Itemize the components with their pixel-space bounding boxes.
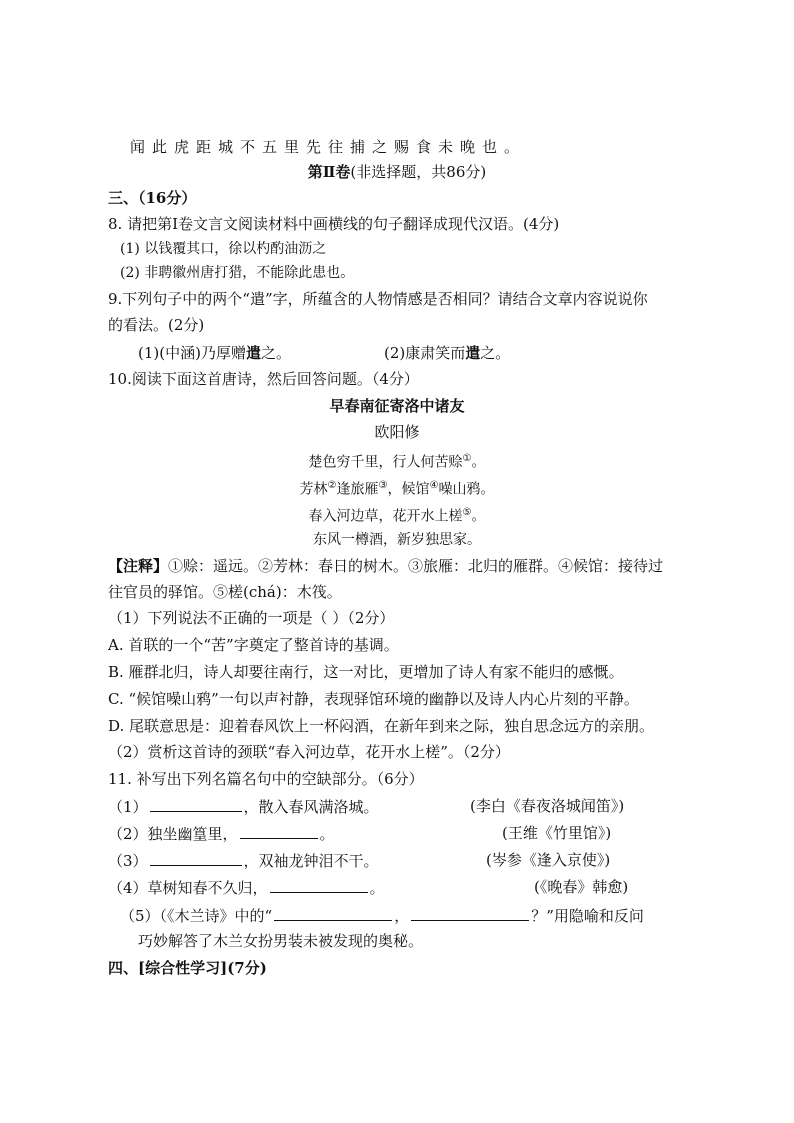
question-11: 11. 补写出下列名篇名句中的空缺部分。（6分） xyxy=(108,770,424,788)
fill-blank[interactable] xyxy=(240,822,318,839)
fill-text: ？”用隐喻和反问 xyxy=(531,907,644,925)
footnote-marker: ② xyxy=(327,480,337,491)
fill-blank[interactable] xyxy=(150,795,242,812)
section-3-heading: 三、（16分） xyxy=(108,189,197,207)
fill-item-4-source: (《晚春》韩愈) xyxy=(534,878,629,896)
poem-title: 早春南征寄洛中诸友 xyxy=(329,397,465,415)
question-10-2: （2）赏析这首诗的颈联“春入河边草，花开水上槎”。（2分） xyxy=(108,743,510,761)
option-text: (1)(中涵)乃厚赠 xyxy=(138,344,246,362)
poem-text: 逢旅雁 xyxy=(336,481,379,498)
poem-text: 楚色穷千里，行人何苦赊 xyxy=(308,454,463,471)
notes-label: 【注释】 xyxy=(108,557,169,575)
fill-text: （5）（《木兰诗》中的“ xyxy=(120,907,273,925)
poem-line-3 xyxy=(0,502,794,528)
fill-blank[interactable] xyxy=(150,849,242,866)
footnote-marker: ③ xyxy=(378,480,388,491)
fill-item-5-continuation: 巧妙解答了木兰女扮男装未被发现的奥秘。 xyxy=(138,932,424,950)
fill-text: （2）独坐幽篁里， xyxy=(108,825,238,843)
question-10-1: （1）下列说法不正确的一项是（ ）（2分） xyxy=(108,609,395,627)
poem-text: 芳林 xyxy=(299,481,328,498)
question-9-line-1: 9.下列句子中的两个“遣”字，所蕴含的人物情感是否相同？请结合文章内容说说你 xyxy=(108,290,648,308)
fill-item-5 xyxy=(120,904,644,927)
question-8-item-1: (1) 以钱覆其口，徐以杓酌油沥之 xyxy=(120,241,327,257)
poem-text: 噪山鸦。 xyxy=(438,481,495,498)
option-d: D. 尾联意思是：迎着春风饮上一杯闷酒，在新年到来之际，独自思念远方的亲朋。 xyxy=(108,717,655,735)
classical-text-line: 闻此虎距城不五里先往捕之赐食未晚也。 xyxy=(130,138,527,156)
fill-text: （1） xyxy=(108,798,148,816)
fill-item-3-source: (岑参《逢入京使》) xyxy=(486,851,611,869)
fill-text: 。 xyxy=(369,879,385,897)
fill-text: ，散入春风满洛城。 xyxy=(243,798,379,816)
option-b: B. 雁群北归，诗人却要往南行，这一对比，更增加了诗人有家不能归的感慨。 xyxy=(108,663,624,681)
section-4-heading: 四、[综合性学习](7分) xyxy=(108,959,267,977)
fill-item-1-source: (李白《春夜洛城闻笛》) xyxy=(470,797,625,815)
notes-text: ①赊：遥远。②芳林：春日的树木。③旅雁：北归的雁群。④候馆：接待过 xyxy=(168,557,664,575)
option-text: 之。 xyxy=(480,344,511,362)
question-9-option-1 xyxy=(138,342,291,364)
fill-item-3 xyxy=(108,849,379,872)
poem-line-1 xyxy=(0,448,794,474)
part2-title-sub: (非选择题，共86分) xyxy=(350,163,487,181)
fill-blank[interactable] xyxy=(274,904,392,921)
fill-item-4 xyxy=(108,876,385,899)
poem-text: ，候馆 xyxy=(387,481,430,498)
fill-blank[interactable] xyxy=(270,876,368,893)
poem-text: 。 xyxy=(471,454,486,471)
poem-text: 。 xyxy=(471,508,486,525)
option-a: A. 首联的一个“苦”字奠定了整首诗的基调。 xyxy=(108,636,399,654)
fill-item-2 xyxy=(108,822,335,845)
option-text: 之。 xyxy=(260,344,291,362)
part2-title-main: 第Ⅱ卷 xyxy=(307,163,351,181)
option-key-char: 遣 xyxy=(465,344,481,362)
footnote-marker: ① xyxy=(462,453,472,464)
fill-text: 。 xyxy=(319,825,335,843)
question-9-line-2: 的看法。(2分) xyxy=(108,316,205,334)
question-10: 10.阅读下面这首唐诗，然后回答问题。（4分） xyxy=(108,370,419,388)
notes-line-2: 往官员的驿馆。⑤槎(chá)：木筏。 xyxy=(108,583,342,601)
poem-author: 欧阳修 xyxy=(374,423,420,441)
fill-blank[interactable] xyxy=(411,904,529,921)
poem-line-2 xyxy=(0,475,794,501)
fill-item-2-source: (王维《竹里馆》) xyxy=(502,824,612,842)
footnote-marker: ④ xyxy=(429,480,439,491)
notes-line-1 xyxy=(108,555,663,577)
part2-title xyxy=(0,161,794,183)
poem-text: 春入河边草，花开水上槎 xyxy=(308,508,463,525)
fill-text: ，双袖龙钟泪不干。 xyxy=(243,852,379,870)
fill-text: ， xyxy=(394,907,410,925)
footnote-marker: ⑤ xyxy=(462,507,472,518)
fill-item-1 xyxy=(108,795,379,818)
question-9-option-2 xyxy=(384,342,510,364)
question-8-item-2: (2) 非聘徽州唐打猎，不能除此患也。 xyxy=(120,265,355,281)
option-c: C. “候馆噪山鸦”一句以声衬静，表现驿馆环境的幽静以及诗人内心片刻的平静。 xyxy=(108,690,639,708)
fill-text: （3） xyxy=(108,852,148,870)
fill-text: （4）草树知春不久归， xyxy=(108,879,268,897)
option-key-char: 遣 xyxy=(245,344,261,362)
option-text: (2)康肃笑而 xyxy=(384,344,466,362)
question-8: 8. 请把第Ⅰ卷文言文阅读材料中画横线的句子翻译成现代汉语。(4分) xyxy=(108,215,560,233)
poem-line-4: 东风一樽酒，新岁独思家。 xyxy=(313,532,481,548)
